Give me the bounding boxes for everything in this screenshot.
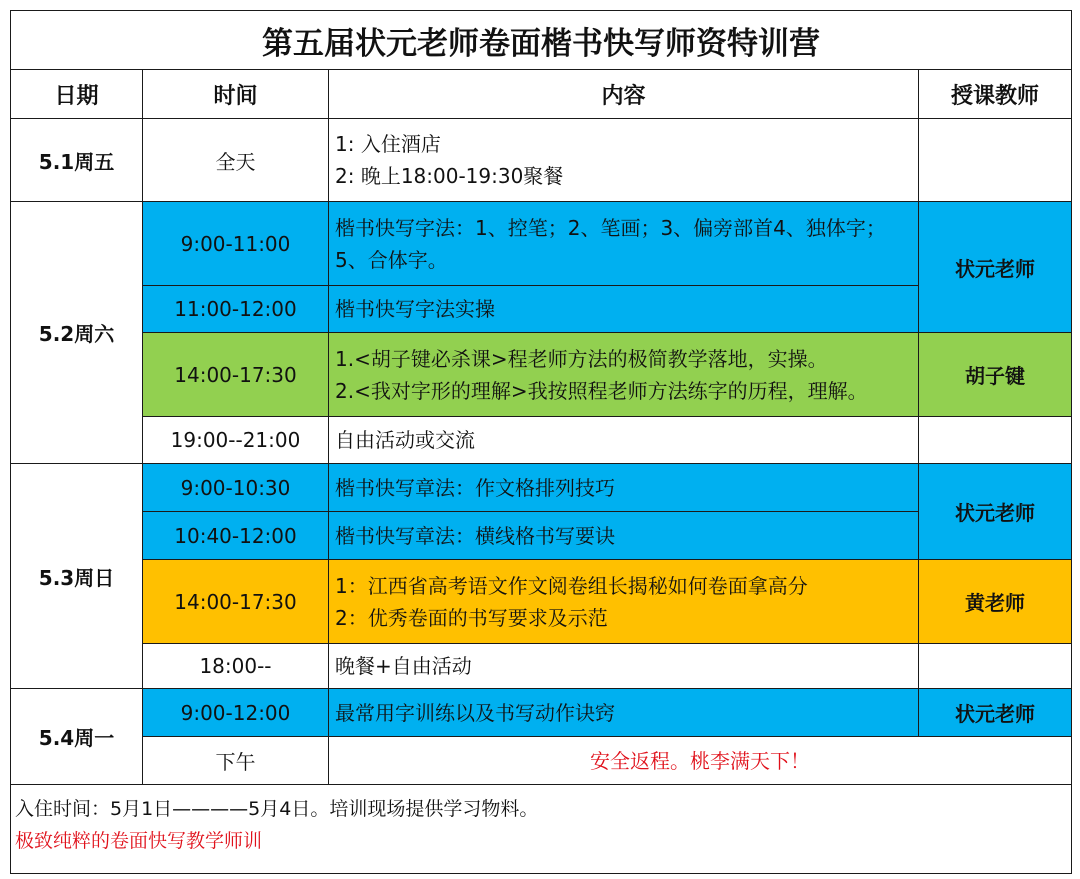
time-cell: 19:00--21:00 xyxy=(143,417,329,464)
table-row xyxy=(11,417,1072,464)
time-cell: 11:00-12:00 xyxy=(143,286,329,333)
content-cell xyxy=(329,560,919,644)
content-line: 2：优秀卷面的书写要求及示范 xyxy=(335,605,608,630)
footer-note: 入住时间：5月1日————5月4日。培训现场提供学习物料。 xyxy=(15,798,539,820)
content-line: 2: 晚上18:00-19:30聚餐 xyxy=(335,164,564,188)
footer-row xyxy=(11,785,1072,874)
teacher-cell: 胡子键 xyxy=(919,333,1072,417)
content-line: 1：江西省高考语文作文阅卷组长揭秘如何卷面拿高分 xyxy=(335,573,808,598)
content-cell xyxy=(329,689,919,737)
teacher-cell xyxy=(919,417,1072,464)
table-row xyxy=(11,286,1072,333)
teacher-cell xyxy=(919,644,1072,689)
date-cell: 5.4周一 xyxy=(11,689,143,785)
content-cell xyxy=(329,644,919,689)
schedule-table xyxy=(10,10,1072,874)
title-row xyxy=(11,11,1072,70)
table-row xyxy=(11,202,1072,286)
content-cell xyxy=(329,333,919,417)
teacher-cell: 状元老师 xyxy=(919,202,1072,333)
farewell-text: 安全返程。桃李满天下！ xyxy=(590,748,810,773)
teacher-cell xyxy=(919,119,1072,202)
content-cell xyxy=(329,464,919,512)
content-cell xyxy=(329,417,919,464)
time-cell: 全天 xyxy=(143,119,329,202)
schedule-sheet xyxy=(10,10,1071,874)
teacher-cell: 状元老师 xyxy=(919,464,1072,560)
teacher-cell: 状元老师 xyxy=(919,689,1072,737)
date-cell: 5.2周六 xyxy=(11,202,143,464)
header-teacher: 授课教师 xyxy=(919,70,1072,119)
date-cell: 5.1周五 xyxy=(11,119,143,202)
content-cell xyxy=(329,512,919,560)
time-cell: 9:00-11:00 xyxy=(143,202,329,286)
time-cell: 18:00-- xyxy=(143,644,329,689)
content-line: 晚餐+自由活动 xyxy=(335,654,472,678)
teacher-cell: 黄老师 xyxy=(919,560,1072,644)
time-cell: 10:40-12:00 xyxy=(143,512,329,560)
table-row xyxy=(11,464,1072,512)
page-title: 第五届状元老师卷面楷书快写师资特训营 xyxy=(11,11,1072,70)
content-line: 自由活动或交流 xyxy=(335,428,475,452)
table-row xyxy=(11,333,1072,417)
content-cell xyxy=(329,119,919,202)
table-row xyxy=(11,119,1072,202)
footer-cell xyxy=(11,785,1072,874)
header-time: 时间 xyxy=(143,70,329,119)
table-row xyxy=(11,689,1072,737)
content-line: 楷书快写章法：作文格排列技巧 xyxy=(335,475,615,500)
content-cell xyxy=(329,202,919,286)
table-row xyxy=(11,644,1072,689)
content-line: 1: 入住酒店 xyxy=(335,132,441,156)
header-content: 内容 xyxy=(329,70,919,119)
content-line: 楷书快写字法：1、控笔；2、笔画；3、偏旁部首4、独体字；5、合体字。 xyxy=(335,215,886,272)
content-line: 楷书快写字法实操 xyxy=(335,297,495,321)
time-cell: 9:00-12:00 xyxy=(143,689,329,737)
time-cell: 9:00-10:30 xyxy=(143,464,329,512)
date-cell: 5.3周日 xyxy=(11,464,143,689)
time-cell: 14:00-17:30 xyxy=(143,560,329,644)
content-cell xyxy=(329,737,1072,785)
time-cell: 下午 xyxy=(143,737,329,785)
time-cell: 14:00-17:30 xyxy=(143,333,329,417)
table-row xyxy=(11,737,1072,785)
content-line: 楷书快写章法：横线格书写要诀 xyxy=(335,523,615,548)
content-line: 2.<我对字形的理解>我按照程老师方法练字的历程，理解。 xyxy=(335,378,868,403)
content-cell xyxy=(329,286,919,333)
content-line: 1.<胡子键必杀课>程老师方法的极简教学落地，实操。 xyxy=(335,346,828,371)
table-row xyxy=(11,560,1072,644)
content-line: 最常用字训练以及书写动作诀窍 xyxy=(335,700,615,725)
footer-slogan: 极致纯粹的卷面快写教学师训 xyxy=(15,830,263,852)
table-row xyxy=(11,512,1072,560)
header-date: 日期 xyxy=(11,70,143,119)
header-row xyxy=(11,70,1072,119)
